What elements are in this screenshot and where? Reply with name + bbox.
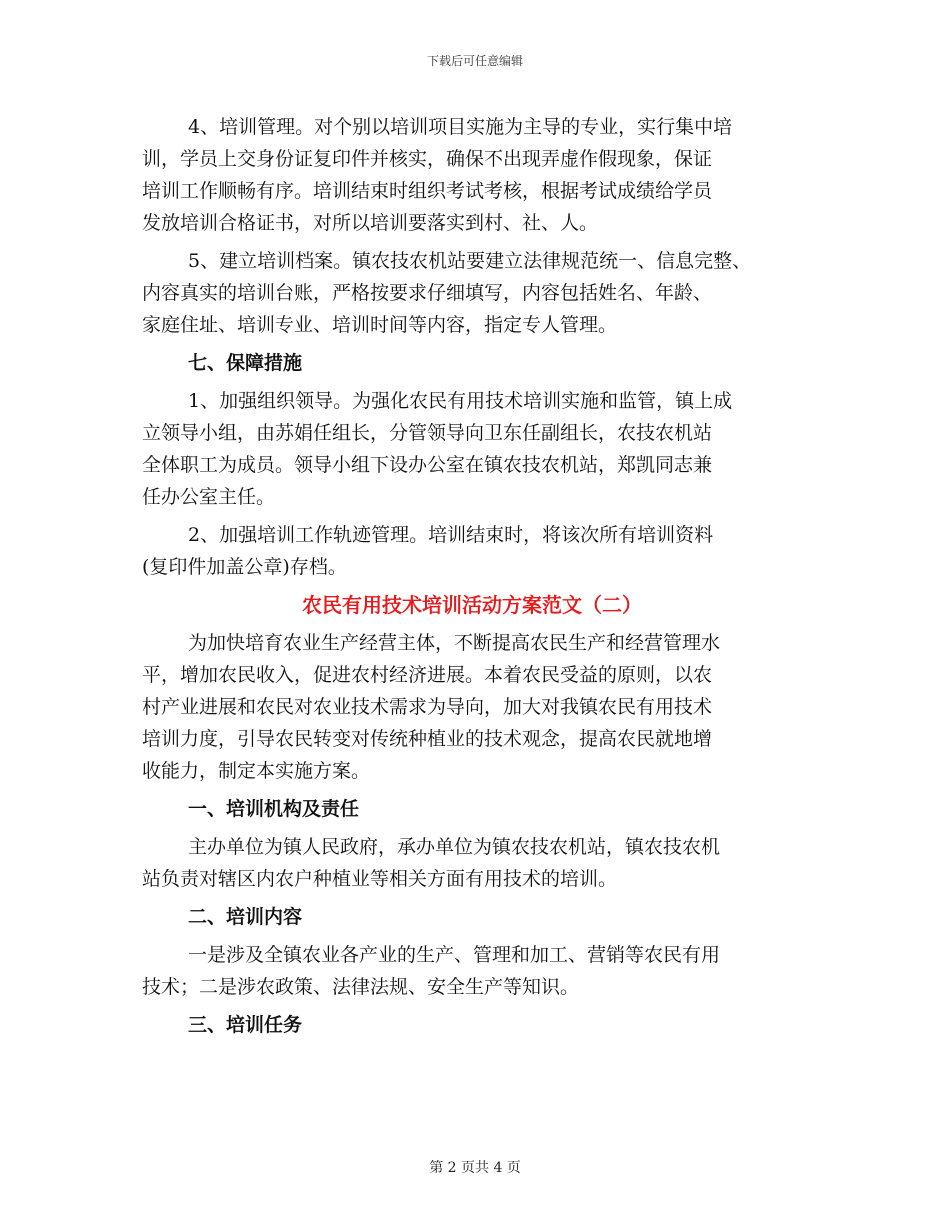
paragraph-line: 训，学员上交身份证复印件并核实，确保不出现弄虚作假现象，保证: [142, 148, 713, 170]
paragraph-line: 村产业进展和农民对农业技术需求为导向，加大对我镇农民有用技术: [142, 696, 713, 718]
page-number-footer: 第 2 页共 4 页: [429, 1160, 521, 1176]
paragraph-line: 5、建立培训档案。镇农技农机站要建立法律规范统一、信息完整、: [188, 250, 752, 272]
paragraph-line: 培训工作顺畅有序。培训结束时组织考试考核，根据考试成绩给学员: [142, 180, 713, 202]
paragraph-line: 任办公室主任。: [142, 486, 276, 508]
paragraph-line: 4、培训管理。对个别以培训项目实施为主导的专业，实行集中培: [188, 116, 733, 138]
paragraph-line: 全体职工为成员。领导小组下设办公室在镇农技农机站，郑凯同志兼: [142, 454, 713, 476]
page-header-note: 下载后可任意编辑: [426, 54, 523, 68]
paragraph-line: 2、加强培训工作轨迹管理。培训结束时，将该次所有培训资料: [188, 524, 714, 546]
paragraph-line: 收能力，制定本实施方案。: [142, 760, 371, 782]
paragraph-line: 培训力度，引导农民转变对传统种植业的技术观念，提高农民就地增: [142, 728, 713, 750]
paragraph-line: 为加快培育农业生产经营主体，不断提高农民生产和经营管理水: [188, 632, 721, 654]
paragraph-line: 立领导小组，由苏娟任组长，分管领导向卫东任副组长，农技农机站: [142, 422, 713, 444]
document-body: [142, 112, 832, 1042]
paragraph-line: 站负责对辖区内农户种植业等相关方面有用技术的培训。: [142, 868, 618, 890]
section-heading: 三、培训任务: [188, 1014, 303, 1036]
paragraph-line: 1、加强组织领导。为强化农民有用技术培训实施和监管，镇上成: [188, 390, 733, 412]
paragraph-line: 平，增加农民收入，促进农村经济进展。本着农民受益的原则，以农: [142, 664, 713, 686]
section-heading: 七、保障措施: [188, 352, 303, 374]
paragraph-line: 发放培训合格证书，对所以培训要落实到村、社、人。: [142, 212, 599, 234]
paragraph-line: 家庭住址、培训专业、培训时间等内容，指定专人管理。: [142, 314, 618, 336]
section-heading: 二、培训内容: [188, 906, 303, 928]
document-section-title: 农民有用技术培训活动方案范文（二）: [302, 593, 642, 617]
paragraph-line: 一是涉及全镇农业各产业的生产、管理和加工、营销等农民有用: [188, 944, 721, 966]
paragraph-line: 技术；二是涉农政策、法律法规、安全生产等知识。: [142, 976, 580, 998]
paragraph-line: 内容真实的培训台账，严格按要求仔细填写，内容包括姓名、年龄、: [142, 282, 713, 304]
paragraph-line: 主办单位为镇人民政府，承办单位为镇农技农机站，镇农技农机: [188, 836, 721, 858]
paragraph-line: (复印件加盖公章)存档。: [142, 556, 347, 578]
section-heading: 一、培训机构及责任: [188, 798, 360, 820]
